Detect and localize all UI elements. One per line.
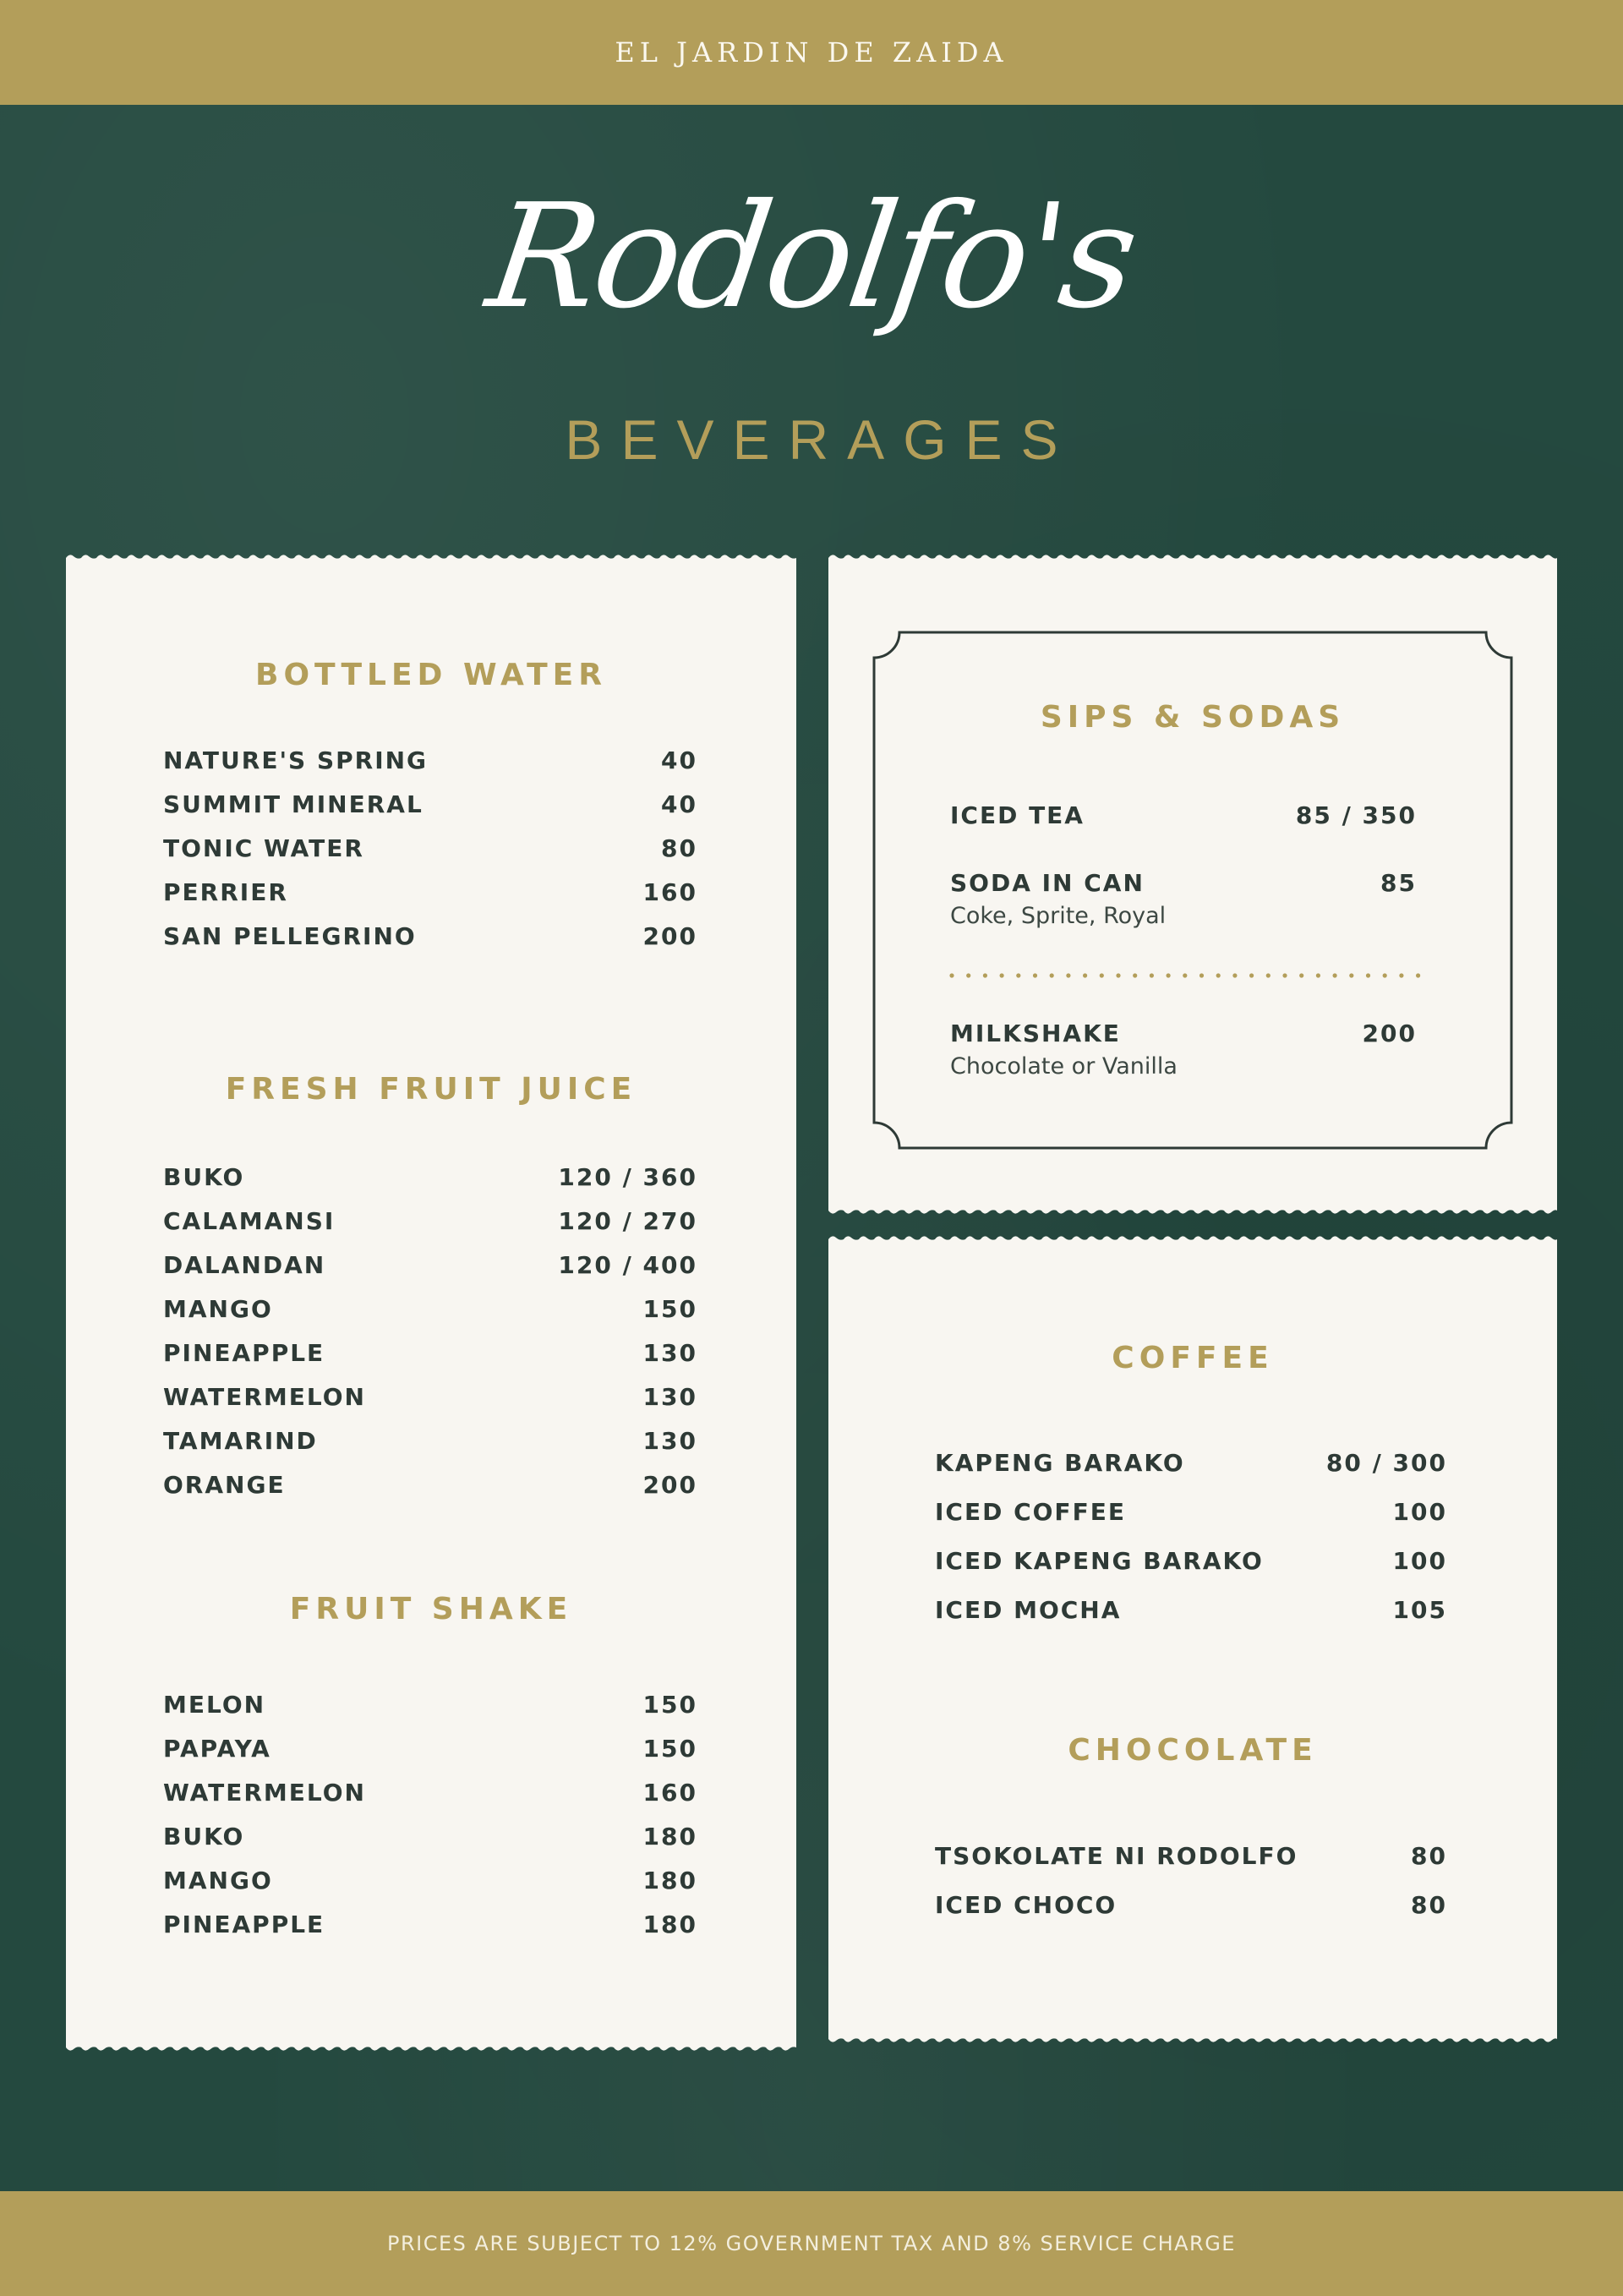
item-name: WATERMELON: [163, 1383, 366, 1411]
item-price: 150: [642, 1691, 697, 1719]
dotted-divider: [948, 972, 1422, 979]
item-price: 160: [642, 878, 697, 906]
menu-item: [163, 1383, 697, 1411]
item-price: 150: [642, 1735, 697, 1763]
item-name: MANGO: [163, 1295, 273, 1323]
menu-item: [950, 801, 1417, 829]
item-note: Coke, Sprite, Royal: [950, 903, 1167, 929]
item-price: 100: [1392, 1547, 1447, 1575]
item-price: 200: [642, 922, 697, 950]
item-name: PINEAPPLE: [163, 1911, 325, 1938]
item-price: 85: [1380, 869, 1417, 897]
item-price: 85 / 350: [1295, 801, 1417, 829]
venue-name: EL JARDIN DE ZAIDA: [615, 36, 1008, 68]
item-price: 105: [1392, 1596, 1447, 1624]
item-price: 120 / 400: [558, 1251, 697, 1279]
item-price: 130: [642, 1427, 697, 1455]
section-title-chocolate: CHOCOLATE: [1068, 1733, 1318, 1768]
menu-item: [163, 834, 697, 862]
menu-item: [935, 1498, 1447, 1526]
menu-panel-coffee-chocolate: [828, 1246, 1557, 2032]
item-price: 160: [642, 1779, 697, 1807]
item-name: CALAMANSI: [163, 1207, 336, 1235]
menu-item: [163, 1691, 697, 1719]
item-price: 180: [642, 1823, 697, 1850]
item-price: 130: [642, 1339, 697, 1367]
menu-item: [163, 878, 697, 906]
menu-item: [163, 746, 697, 774]
item-price: 100: [1392, 1498, 1447, 1526]
section-title-sips-sodas: SIPS & SODAS: [1040, 700, 1346, 735]
menu-item: [163, 1295, 697, 1323]
item-name: DALANDAN: [163, 1251, 326, 1279]
item-name: NATURE'S SPRING: [163, 746, 429, 774]
menu-item: [935, 1449, 1447, 1477]
item-price: 180: [642, 1911, 697, 1938]
section-title-fresh-fruit-juice: FRESH FRUIT JUICE: [225, 1072, 637, 1107]
item-name: ICED KAPENG BARAKO: [935, 1547, 1264, 1575]
footer-note: PRICES ARE SUBJECT TO 12% GOVERNMENT TAX AND 8% SERVICE CHARGE: [387, 2232, 1236, 2255]
item-name: MANGO: [163, 1867, 273, 1894]
item-price: 40: [661, 746, 697, 774]
menu-item: [163, 1823, 697, 1850]
item-name: TSOKOLATE NI RODOLFO: [935, 1842, 1298, 1870]
item-price: 200: [1362, 1020, 1417, 1047]
menu-item: [163, 1207, 697, 1235]
section-title-fruit-shake: FRUIT SHAKE: [289, 1592, 573, 1626]
menu-item: [163, 1251, 697, 1279]
menu-item: [935, 1547, 1447, 1575]
item-note: Chocolate or Vanilla: [950, 1053, 1178, 1080]
item-price: 180: [642, 1867, 697, 1894]
zigzag-edge-top: [828, 1234, 1557, 1248]
menu-item: [163, 1339, 697, 1367]
item-name: KAPENG BARAKO: [935, 1449, 1185, 1477]
item-name: PERRIER: [163, 878, 288, 906]
menu-item: [163, 790, 697, 818]
menu-item: [935, 1891, 1447, 1919]
menu-item: [163, 1779, 697, 1807]
header-band: [0, 0, 1623, 105]
menu-item: [163, 922, 697, 950]
menu-item: [950, 869, 1417, 897]
zigzag-edge-top: [66, 553, 796, 566]
menu-item: [163, 1427, 697, 1455]
item-name: ORANGE: [163, 1471, 286, 1499]
item-name: ICED COFFEE: [935, 1498, 1126, 1526]
item-name: PINEAPPLE: [163, 1339, 325, 1367]
zigzag-edge-top: [828, 553, 1557, 566]
section-title-coffee: COFFEE: [1112, 1341, 1274, 1375]
menu-item: [163, 1471, 697, 1499]
zigzag-edge-bottom: [828, 2031, 1557, 2044]
menu-item: [163, 1867, 697, 1894]
item-price: 80 / 300: [1325, 1449, 1447, 1477]
menu-item: [163, 1735, 697, 1763]
item-name: SAN PELLEGRINO: [163, 922, 417, 950]
menu-item: [163, 1911, 697, 1938]
menu-panel-left: [66, 565, 796, 2041]
item-price: 120 / 270: [558, 1207, 697, 1235]
item-price: 80: [661, 834, 697, 862]
item-price: 80: [1411, 1891, 1447, 1919]
item-name: SUMMIT MINERAL: [163, 790, 424, 818]
item-price: 200: [642, 1471, 697, 1499]
item-name: MELON: [163, 1691, 266, 1719]
menu-item: [935, 1596, 1447, 1624]
item-name: PAPAYA: [163, 1735, 271, 1763]
brand-script-title: Rodolfo's: [478, 173, 1145, 341]
menu-panel-sips-sodas: [828, 565, 1557, 1204]
item-price: 40: [661, 790, 697, 818]
item-price: 130: [642, 1383, 697, 1411]
item-name: ICED CHOCO: [935, 1891, 1118, 1919]
zigzag-edge-bottom: [66, 2039, 796, 2053]
item-name: BUKO: [163, 1823, 245, 1850]
section-title-bottled-water: BOTTLED WATER: [255, 658, 607, 692]
menu-item: [950, 1020, 1417, 1047]
footer-band: [0, 2191, 1623, 2296]
menu-item: [935, 1842, 1447, 1870]
item-name: BUKO: [163, 1163, 245, 1191]
item-name: SODA IN CAN: [950, 869, 1145, 897]
brand-subtitle: BEVERAGES: [565, 408, 1077, 471]
item-name: TONIC WATER: [163, 834, 364, 862]
item-name: WATERMELON: [163, 1779, 366, 1807]
item-price: 150: [642, 1295, 697, 1323]
item-name: ICED TEA: [950, 801, 1085, 829]
item-name: MILKSHAKE: [950, 1020, 1121, 1047]
item-name: ICED MOCHA: [935, 1596, 1122, 1624]
item-price: 120 / 360: [558, 1163, 697, 1191]
item-name: TAMARIND: [163, 1427, 318, 1455]
menu-item: [163, 1163, 697, 1191]
item-price: 80: [1411, 1842, 1447, 1870]
zigzag-edge-bottom: [828, 1202, 1557, 1216]
